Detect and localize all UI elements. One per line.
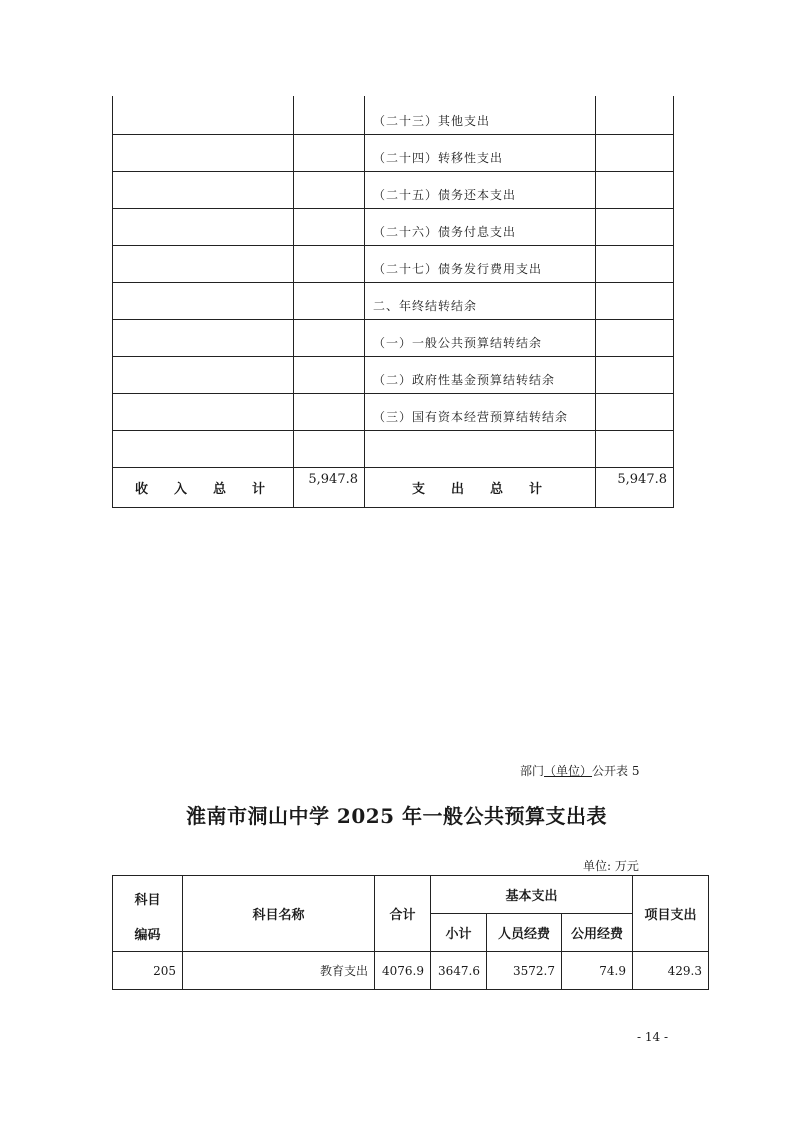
page-number: - 14 -: [637, 1030, 669, 1044]
header-name: 科目名称: [183, 876, 375, 952]
expense-item: （二十七）债务发行费用支出: [365, 245, 596, 282]
cell-public: 74.9: [562, 952, 633, 990]
expense-item: （二十六）债务付息支出: [365, 208, 596, 245]
unit-label: 单位: 万元: [583, 859, 639, 873]
header-code-top: 科目: [134, 892, 161, 908]
expense-item: （二）政府性基金预算结转结余: [365, 356, 596, 393]
general-budget-expenditure-table: [112, 875, 709, 990]
cell-total: 4076.9: [375, 952, 431, 990]
dept-label-prefix: 部门: [520, 764, 545, 778]
table-row: [113, 96, 674, 134]
table-row: [113, 393, 674, 430]
table-row: [113, 134, 674, 171]
table-row: [113, 282, 674, 319]
expense-total-value: 5,947.8: [596, 467, 674, 507]
cell-project: 429.3: [633, 952, 709, 990]
expense-item: （一）一般公共预算结转结余: [365, 319, 596, 356]
expense-item: 二、年终结转结余: [365, 282, 596, 319]
table-row: [113, 356, 674, 393]
header-code: [113, 876, 183, 952]
table-header-row: [113, 876, 709, 914]
table-row: [113, 245, 674, 282]
cell-code: 205: [113, 952, 183, 990]
header-project: 项目支出: [633, 876, 709, 952]
income-total-label: 收入总计: [113, 467, 294, 507]
expense-item: （二十四）转移性支出: [365, 134, 596, 171]
totals-row: [113, 467, 674, 507]
expense-item: （二十五）债务还本支出: [365, 171, 596, 208]
income-expense-summary-table: [112, 96, 674, 508]
cell-subtotal: 3647.6: [431, 952, 487, 990]
cell-name: 教育支出: [183, 952, 375, 990]
header-subtotal: 小计: [431, 914, 487, 952]
dept-label-suffix: 公开表 5: [592, 764, 640, 778]
header-personnel: 人员经费: [487, 914, 562, 952]
table-row: [113, 171, 674, 208]
table-row: [113, 208, 674, 245]
page-title: 淮南市洞山中学 2025 年一般公共预算支出表: [185, 804, 608, 828]
cell-personnel: 3572.7: [487, 952, 562, 990]
header-basic: 基本支出: [431, 876, 633, 914]
income-total-value: 5,947.8: [294, 467, 365, 507]
header-public: 公用经费: [562, 914, 633, 952]
expense-item: （二十三）其他支出: [365, 96, 596, 134]
header-code-bottom: 编码: [134, 927, 161, 943]
dept-label-unit: （单位）: [544, 764, 593, 778]
table-row-empty: [113, 430, 674, 467]
expense-item: （三）国有资本经营预算结转结余: [365, 393, 596, 430]
header-total: 合计: [375, 876, 431, 952]
table-row: [113, 952, 709, 990]
table-row: [113, 319, 674, 356]
expense-total-label: 支出总计: [365, 467, 596, 507]
department-form-label: [520, 762, 639, 779]
